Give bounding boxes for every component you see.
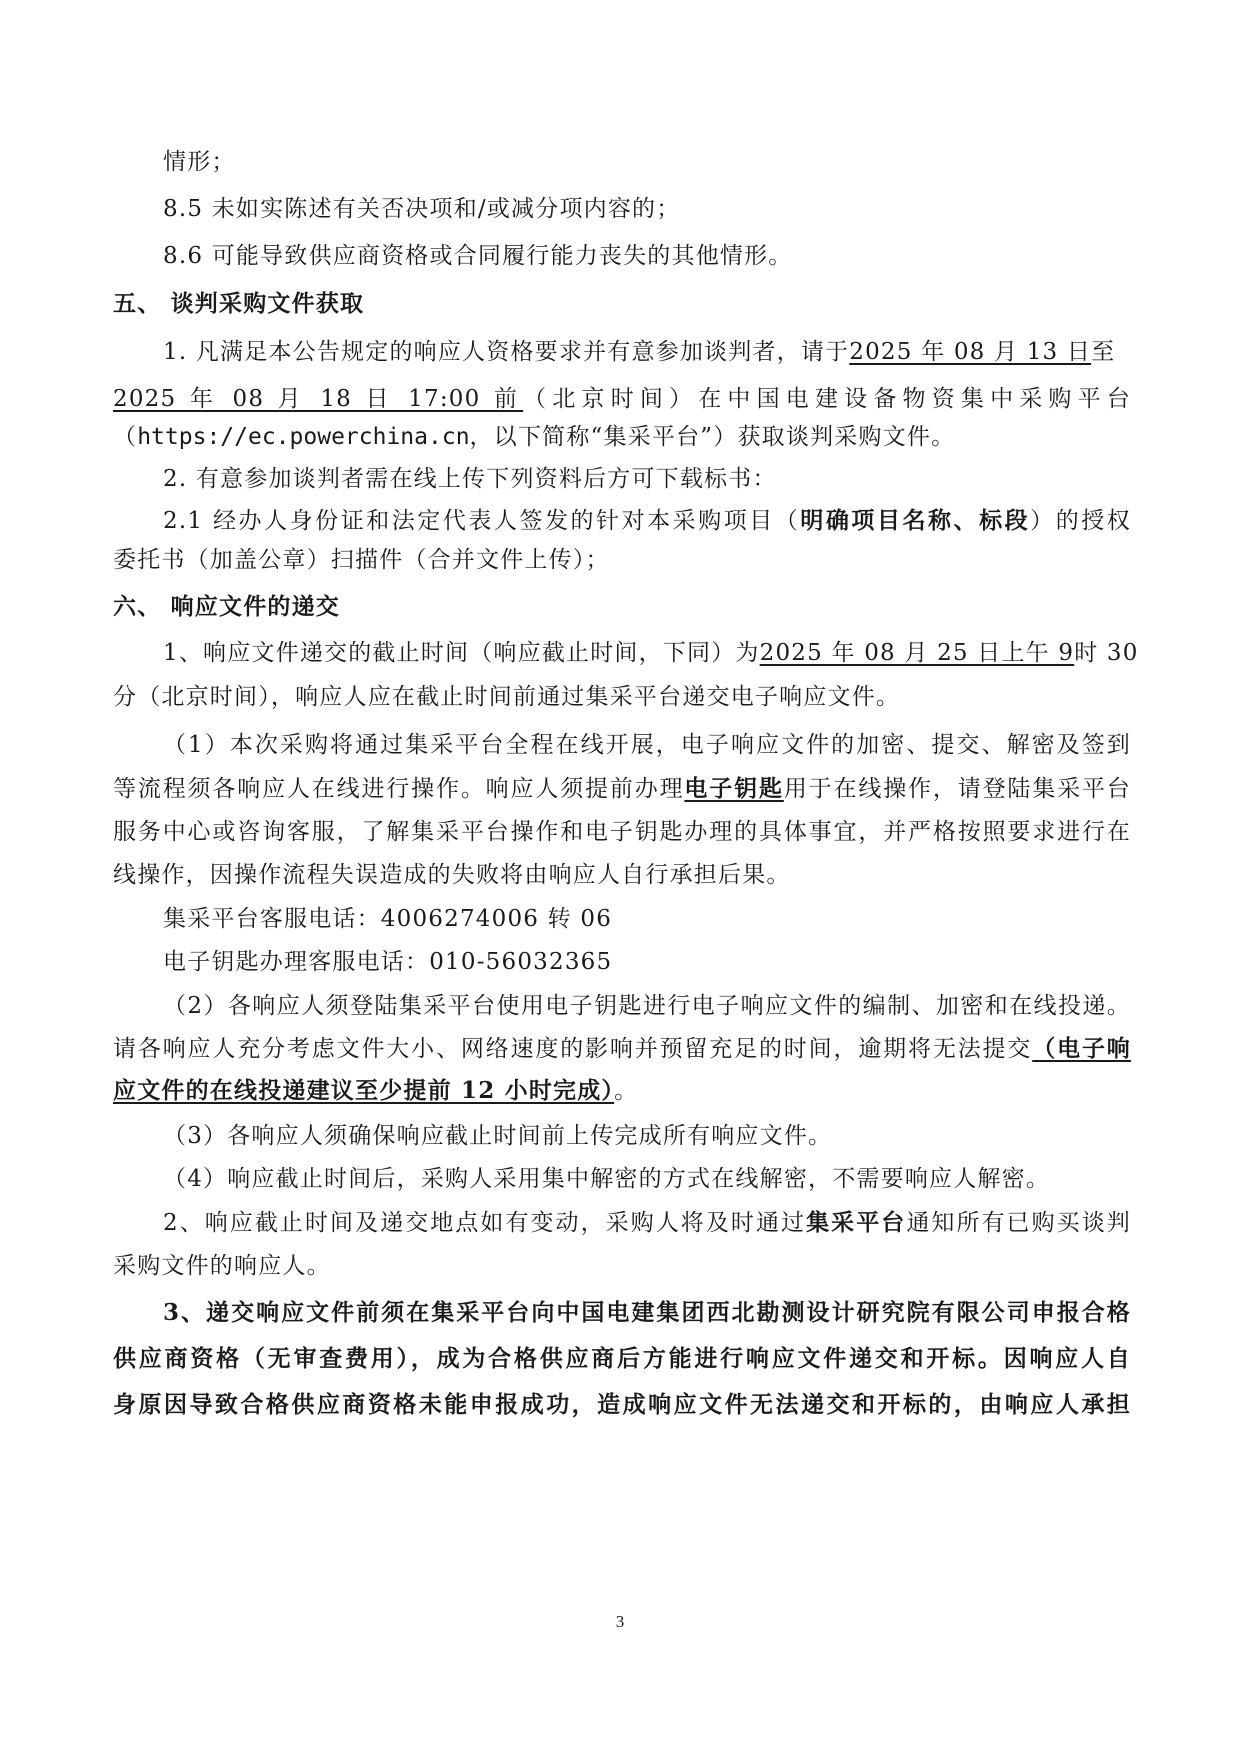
section-6-para-2-line-1: 2、响应截止时间及递交地点如有变动，采购人将及时通过集采平台通知所有已购买谈判 xyxy=(163,1209,1131,1236)
paragraph-8-4-tail: 情形； xyxy=(163,149,236,175)
section-6-para-3-line-3: 身原因导致合格供应商资格未能申报成功，造成响应文件无法递交和开标的，由响应人承担 xyxy=(113,1391,1131,1418)
section-6-para-1-line-2: 分（北京时间），响应人应在截止时间前通过集采平台递交电子响应文件。 xyxy=(113,684,901,710)
section-6-para-1-1-line-3: 服务中心或咨询客服，了解集采平台操作和电子钥匙办理的具体事宜，并严格按照要求进行在 xyxy=(113,819,1131,845)
section-6-para-1-2-line-1: （2）各响应人须登陆集采平台使用电子钥匙进行电子响应文件的编制、加密和在线投递。 xyxy=(163,993,1131,1019)
section-6-para-1-1-line-1: （1）本次采购将通过集采平台全程在线开展，电子响应文件的加密、提交、解密及签到 xyxy=(163,732,1131,758)
section-6-para-1-4: （4）响应截止时间后，采购人采用集中解密的方式在线解密，不需要响应人解密。 xyxy=(163,1166,1051,1192)
item-8-5: 8.5 未如实陈述有关否决项和/或减分项内容的； xyxy=(163,196,681,222)
section-6-para-1-3: （3）各响应人须确保响应截止时间前上传完成所有响应文件。 xyxy=(163,1123,833,1149)
section-5-para-1-line-3: （https://ec.powerchina.cn，以下简称“集采平台”）获取谈判采购文件。 xyxy=(113,424,956,450)
hotline-electronic-key: 电子钥匙办理客服电话：010-56032365 xyxy=(163,949,613,975)
section-6-para-1-line-1: 1、响应文件递交的截止时间（响应截止时间，下同）为2025 年 08 月 25 日上午 9时 30 xyxy=(163,640,1139,666)
section-6-para-1-2-line-3: 应文件的在线投递建议至少提前 12 小时完成）。 xyxy=(113,1077,639,1104)
section-6-para-1-2-line-2: 请各响应人充分考虑文件大小、网络速度的影响并预留充足的时间，逾期将无法提交（电子响 xyxy=(113,1035,1131,1062)
section-6-para-1-1-line-2: 等流程须各响应人在线进行操作。响应人须提前办理电子钥匙用于在线操作，请登陆集采平台 xyxy=(113,775,1131,802)
section-5-para-1-line-1: 1. 凡满足本公告规定的响应人资格要求并有意参加谈判者，请于2025 年 08 月 13 日至 xyxy=(163,339,1116,365)
platform-url[interactable]: https://ec.powerchina.cn xyxy=(137,424,470,450)
hotline-platform: 集采平台客服电话：4006274006 转 06 xyxy=(163,906,613,932)
section-6-para-1-1-line-4: 线操作，因操作流程失误造成的失败将由响应人自行承担后果。 xyxy=(113,862,791,888)
section-5-title: 五、 谈判采购文件获取 xyxy=(113,290,365,317)
deadline-date: 2025 年 08 月 25 日上午 9 xyxy=(759,640,1075,666)
date-range-end: 2025 年 08 月 18 日 17:00 前 xyxy=(113,386,524,412)
page-number: 3 xyxy=(615,1612,625,1631)
section-5-para-2-1-line-1: 2.1 经办人身份证和法定代表人签发的针对本采购项目（明确项目名称、标段）的授权 xyxy=(163,507,1131,534)
electronic-key-term: 电子钥匙 xyxy=(684,775,784,802)
date-range-start: 2025 年 08 月 13 日 xyxy=(849,339,1092,365)
section-6-title: 六、 响应文件的递交 xyxy=(113,593,341,620)
section-5-para-2-1-line-2: 委托书（加盖公章）扫描件（合并文件上传）； xyxy=(113,547,610,573)
section-5-para-1-line-2: 2025 年 08 月 18 日 17:00 前（北京时间）在中国电建设备物资集中采购平台 xyxy=(113,386,1131,412)
section-5-para-2: 2. 有意参加谈判者需在线上传下列资料后方可下载标书： xyxy=(163,466,777,492)
section-6-para-2-line-2: 采购文件的响应人。 xyxy=(113,1253,331,1279)
item-8-6: 8.6 可能导致供应商资格或合同履行能力丧失的其他情形。 xyxy=(163,243,793,269)
section-6-para-3-line-2: 供应商资格（无审查费用），成为合格供应商后方能进行响应文件递交和开标。因响应人自 xyxy=(113,1345,1131,1372)
section-6-para-3-line-1: 3、递交响应文件前须在集采平台向中国电建集团西北勘测设计研究院有限公司申报合格 xyxy=(163,1299,1131,1326)
